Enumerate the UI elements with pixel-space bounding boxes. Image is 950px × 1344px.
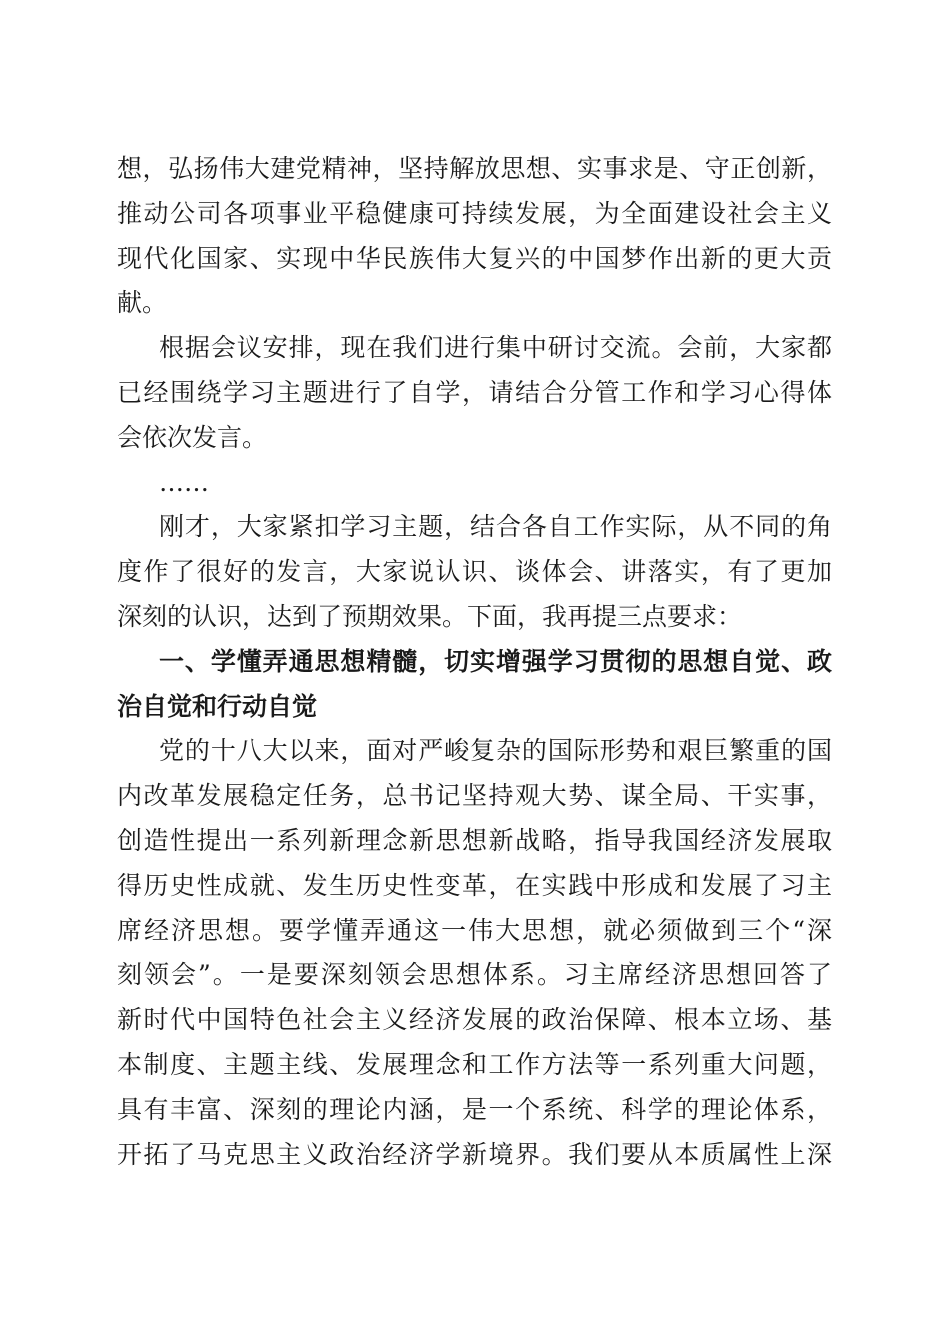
text-line: 献。 bbox=[117, 288, 168, 318]
text-line: 党的十八大以来，面对严峻复杂的国际形势和艰巨繁重的国 bbox=[159, 736, 832, 766]
text-line: 开拓了马克思主义政治经济学新境界。我们要从本质属性上深 bbox=[117, 1139, 832, 1169]
text-line: 具有丰富、深刻的理论内涵，是一个系统、科学的理论体系， bbox=[117, 1094, 832, 1124]
text-line: 新时代中国特色社会主义经济发展的政治保障、根本立场、基 bbox=[117, 1005, 832, 1035]
text-line: 深刻的认识，达到了预期效果。下面，我再提三点要求： bbox=[117, 601, 743, 631]
text-line: 会依次发言。 bbox=[117, 422, 268, 452]
paragraph-economic-thought bbox=[117, 729, 832, 1177]
text-line: 推动公司各项事业平稳健康可持续发展，为全面建设社会主义 bbox=[117, 198, 832, 228]
text-line: 席经济思想。要学懂弄通这一伟大思想，就必须做到三个“深 bbox=[117, 915, 832, 945]
section-heading-1 bbox=[117, 640, 832, 730]
text-line: 想，弘扬伟大建党精神，坚持解放思想、实事求是、守正创新， bbox=[117, 154, 832, 183]
heading-line: 治自觉和行动自觉 bbox=[117, 691, 318, 721]
text-line: 度作了很好的发言，大家说认识、谈体会、讲落实，有了更加 bbox=[117, 557, 832, 587]
document-page bbox=[117, 147, 832, 1177]
paragraph-summary bbox=[117, 505, 832, 639]
paragraph-meeting-arrangement bbox=[117, 326, 832, 460]
text-line: 根据会议安排，现在我们进行集中研讨交流。会前，大家都 bbox=[159, 333, 832, 363]
text-line: 刚才，大家紧扣学习主题，结合各自工作实际，从不同的角 bbox=[159, 512, 832, 542]
paragraph-continuation bbox=[117, 147, 832, 326]
text-line: 现代化国家、实现中华民族伟大复兴的中国梦作出新的更大贡 bbox=[117, 243, 832, 273]
ellipsis-line: …… bbox=[159, 467, 209, 497]
text-line: 刻领会”。一是要深刻领会思想体系。习主席经济思想回答了 bbox=[117, 960, 832, 990]
text-line: 内改革发展稳定任务，总书记坚持观大势、谋全局、干实事， bbox=[117, 781, 832, 811]
heading-line: 一、学懂弄通思想精髓，切实增强学习贯彻的思想自觉、政 bbox=[159, 646, 832, 676]
text-line: 得历史性成就、发生历史性变革，在实践中形成和发展了习主 bbox=[117, 870, 832, 900]
text-line: 已经围绕学习主题进行了自学，请结合分管工作和学习心得体 bbox=[117, 377, 832, 407]
text-line: 创造性提出一系列新理念新思想新战略，指导我国经济发展取 bbox=[117, 825, 832, 855]
text-line: 本制度、主题主线、发展理念和工作方法等一系列重大问题， bbox=[117, 1049, 832, 1079]
